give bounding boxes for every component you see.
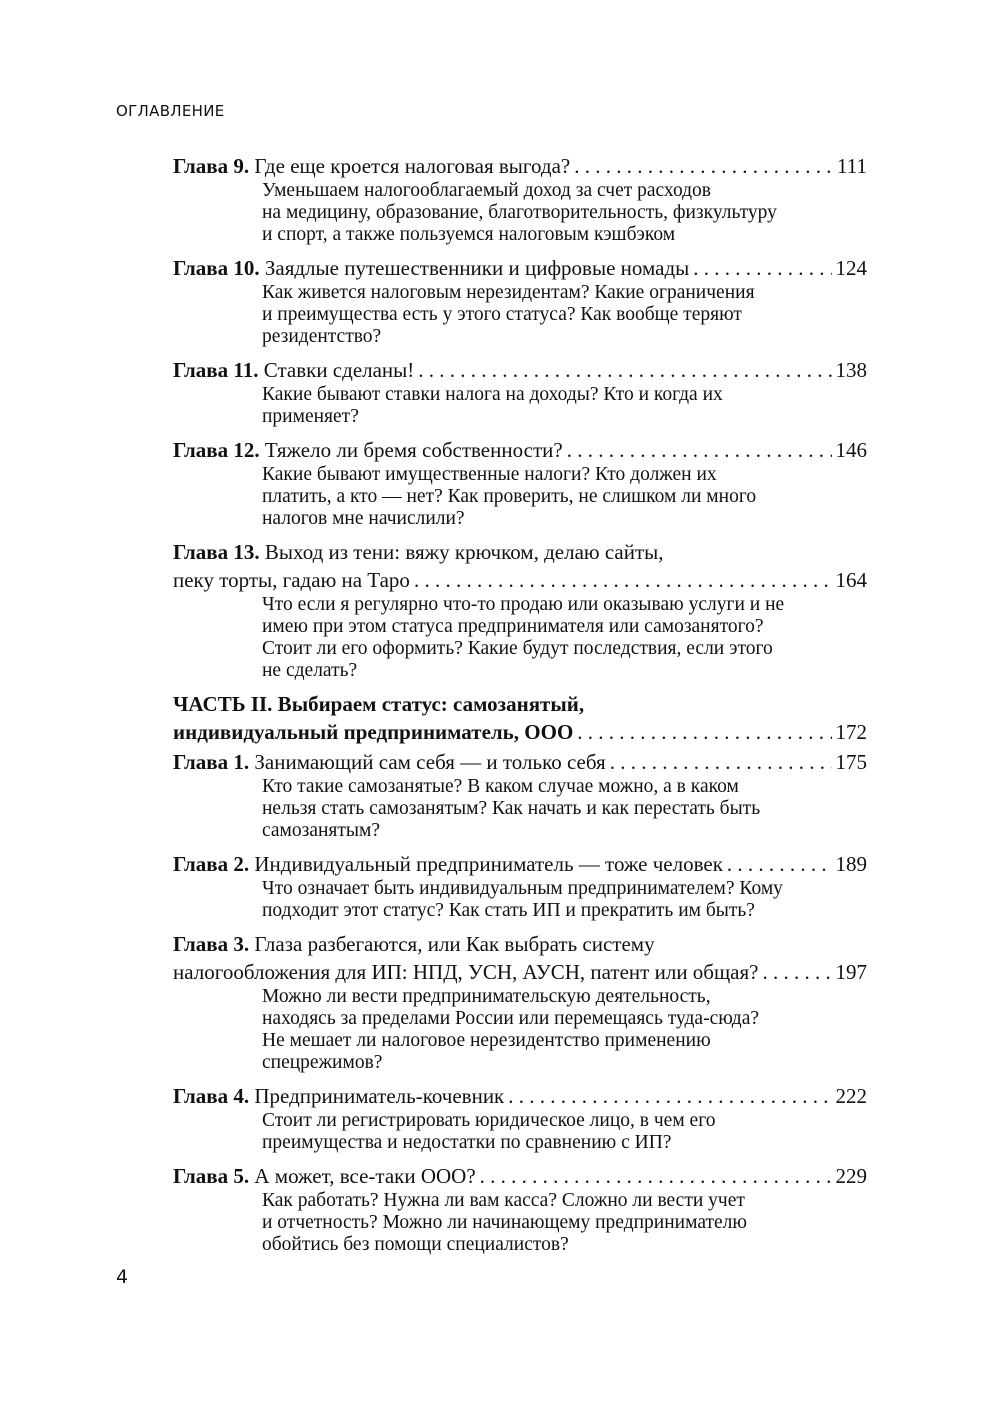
- page-number: 4: [116, 1266, 129, 1288]
- chapter-label: Глава 13.: [173, 540, 260, 564]
- chapter-title-line2: налогообложения для ИП: НПД, УСН, АУСН, патент или общая?: [173, 960, 759, 984]
- chapter-description: [262, 180, 867, 252]
- leader-dots: [480, 1162, 832, 1190]
- page-ref: 164: [835, 568, 867, 592]
- chapter-description: [262, 464, 867, 536]
- leader-dots: [577, 718, 831, 746]
- part-title-line2: индивидуальный предприниматель, ООО: [173, 720, 574, 744]
- chapter-description: [262, 1190, 867, 1262]
- desc-line: Что если я регулярно что-то продаю или оказываю услуги и не: [262, 594, 785, 615]
- chapter-title-line1: Глаза разбегаются, или Как выбрать систему: [254, 932, 655, 956]
- desc-line: имею при этом статуса предпринимателя или самозанятого?: [262, 616, 764, 637]
- chapter-label: Глава 4.: [173, 1084, 250, 1108]
- chapter-label: Глава 12.: [173, 438, 260, 462]
- chapter-label: Глава 3.: [173, 932, 250, 956]
- desc-line: Стоит ли регистрировать юридическое лицо, в чем его: [262, 1110, 716, 1131]
- page-ref: 172: [835, 720, 867, 744]
- chapter-title: Занимающий сам себя — и только себя: [254, 750, 606, 774]
- leader-dots: [567, 436, 832, 464]
- leader-dots: [574, 152, 833, 180]
- desc-line: Не мешает ли налоговое нерезидентство применению: [262, 1030, 711, 1051]
- desc-line: Какие бывают имущественные налоги? Кто должен их: [262, 464, 717, 485]
- chapter-title: А может, все-таки ООО?: [254, 1164, 476, 1188]
- page-ref: 189: [835, 852, 867, 876]
- chapter-description: [262, 282, 867, 354]
- toc-part-entry: [173, 690, 867, 746]
- toc-entry: [173, 254, 867, 354]
- chapter-description: [262, 384, 867, 434]
- toc-entry: [173, 1162, 867, 1262]
- chapter-description: [262, 986, 867, 1080]
- leader-dots: [508, 1082, 831, 1110]
- desc-line: применяет?: [262, 406, 359, 427]
- toc-entry: [173, 356, 867, 434]
- chapter-title-line2: пеку торты, гадаю на Таро: [173, 568, 410, 592]
- page-ref: 111: [837, 154, 867, 178]
- desc-line: Можно ли вести предпринимательскую деятельность,: [262, 986, 711, 1007]
- desc-line: преимущества и недостатки по сравнению с ИП?: [262, 1132, 672, 1153]
- chapter-label: Глава 9.: [173, 154, 250, 178]
- desc-line: на медицину, образование, благотворительность, физкультуру: [262, 202, 777, 223]
- desc-line: и спорт, а также пользуемся налоговым кэшбэком: [262, 224, 676, 245]
- chapter-title: Предприниматель-кочевник: [254, 1084, 505, 1108]
- toc-entry: [173, 436, 867, 536]
- desc-line: резидентство?: [262, 326, 382, 347]
- toc-entry: [173, 152, 867, 252]
- desc-line: самозанятым?: [262, 820, 381, 841]
- chapter-label: Глава 5.: [173, 1164, 250, 1188]
- desc-line: налогов мне начислили?: [262, 508, 465, 529]
- desc-line: нельзя стать самозанятым? Как начать и как перестать быть: [262, 798, 761, 819]
- desc-line: Кто такие самозанятые? В каком случае можно, а в каком: [262, 776, 739, 797]
- part-title-line1: ЧАСТЬ II. Выбираем статус: самозанятый,: [173, 692, 585, 716]
- desc-line: не сделать?: [262, 660, 358, 681]
- chapter-label: Глава 10.: [173, 256, 260, 280]
- leader-dots: [418, 356, 831, 384]
- chapter-title: Ставки сделаны!: [263, 358, 415, 382]
- chapter-label: Глава 2.: [173, 852, 250, 876]
- chapter-title: Заядлые путешественники и цифровые номады: [264, 256, 690, 280]
- chapter-description: [262, 1110, 867, 1160]
- leader-dots: [762, 958, 831, 986]
- chapter-description: [262, 776, 867, 848]
- desc-line: платить, а кто — нет? Как проверить, не слишком ли много: [262, 486, 757, 507]
- desc-line: Как работать? Нужна ли вам касса? Сложно ли вести учет: [262, 1190, 745, 1211]
- desc-line: Уменьшаем налогооблагаемый доход за счет расходов: [262, 180, 712, 201]
- leader-dots: [693, 254, 831, 282]
- page-ref: 222: [835, 1084, 867, 1108]
- chapter-title: Индивидуальный предприниматель — тоже человек: [254, 852, 723, 876]
- toc-entry: [173, 538, 867, 688]
- desc-line: и отчетность? Можно ли начинающему предпринимателю: [262, 1212, 747, 1233]
- page-ref: 197: [835, 960, 867, 984]
- page-ref: 229: [835, 1164, 867, 1188]
- desc-line: подходит этот статус? Как стать ИП и прекратить им быть?: [262, 900, 755, 921]
- leader-dots: [727, 850, 832, 878]
- leader-dots: [414, 566, 832, 594]
- desc-line: и преимущества есть у этого статуса? Как вообще теряют: [262, 304, 742, 325]
- page-ref: 138: [835, 358, 867, 382]
- desc-line: Какие бывают ставки налога на доходы? Кто и когда их: [262, 384, 723, 405]
- leader-dots: [610, 748, 832, 776]
- toc-entry: [173, 1082, 867, 1160]
- toc-entry: [173, 748, 867, 848]
- desc-line: обойтись без помощи специалистов?: [262, 1234, 569, 1255]
- desc-line: Как живется налоговым нерезидентам? Какие ограничения: [262, 282, 755, 303]
- chapter-label: Глава 11.: [173, 358, 259, 382]
- desc-line: Что означает быть индивидуальным предпринимателем? Кому: [262, 878, 783, 899]
- page-ref: 124: [835, 256, 867, 280]
- chapter-title-line1: Выход из тени: вяжу крючком, делаю сайты,: [264, 540, 664, 564]
- chapter-title: Тяжело ли бремя собственности?: [264, 438, 563, 462]
- chapter-title: Где еще кроется налоговая выгода?: [254, 154, 571, 178]
- chapter-label: Глава 1.: [173, 750, 250, 774]
- toc-entry: [173, 850, 867, 928]
- running-header: ОГЛАВЛЕНИЕ: [116, 102, 225, 120]
- toc-entry: [173, 930, 867, 1080]
- desc-line: Стоит ли его оформить? Какие будут последствия, если этого: [262, 638, 773, 659]
- chapter-description: [262, 878, 867, 928]
- page-ref: 146: [835, 438, 867, 462]
- desc-line: находясь за пределами России или перемещаясь туда-сюда?: [262, 1008, 760, 1029]
- page-ref: 175: [835, 750, 867, 774]
- desc-line: спецрежимов?: [262, 1052, 383, 1073]
- chapter-description: [262, 594, 867, 688]
- table-of-contents: [173, 152, 867, 1264]
